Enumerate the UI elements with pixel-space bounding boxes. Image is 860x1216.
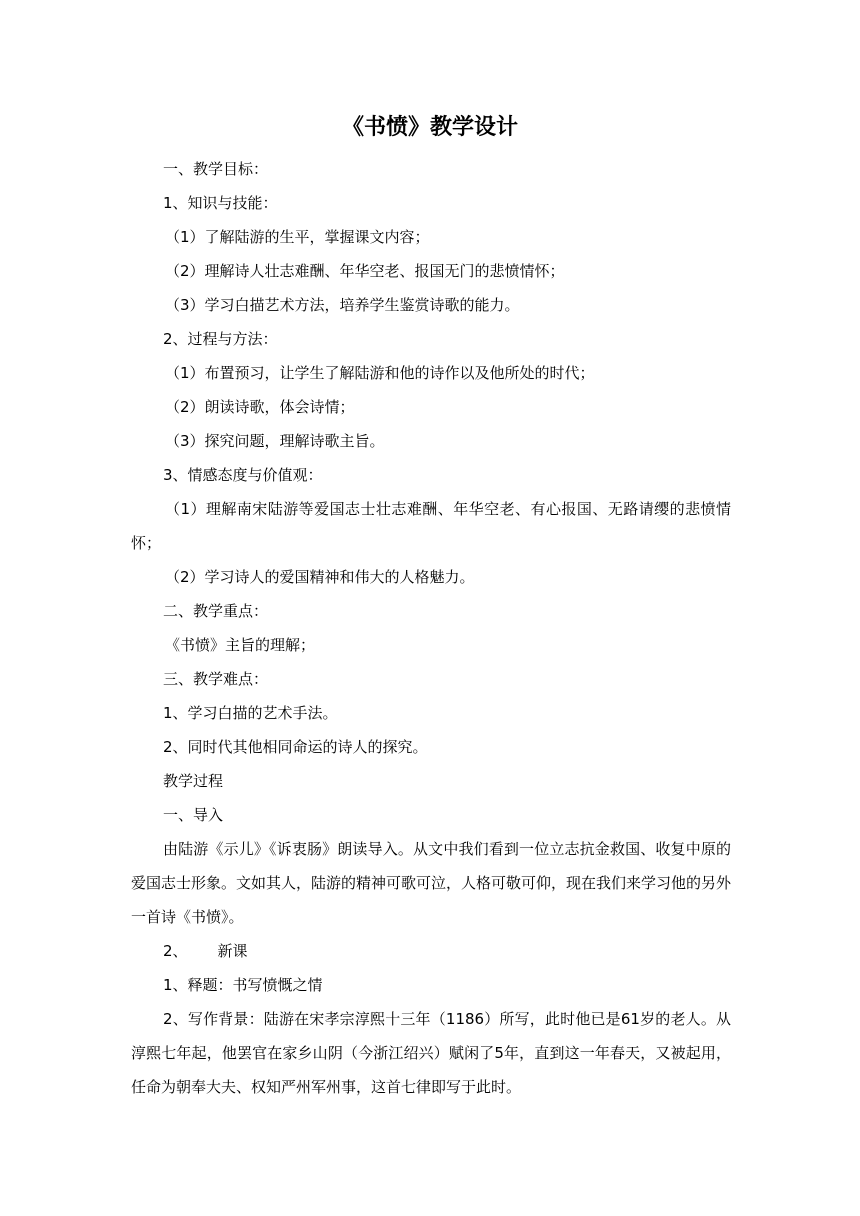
emotion-item-1: （1）理解南宋陆游等爱国志士壮志难酬、年华空老、有心报国、无路请缨的悲愤情怀； xyxy=(131,500,731,552)
introduction-paragraph: 由陆游《示儿》《诉衷肠》朗读导入。从文中我们看到一位立志抗金救国、收复中原的爱国志士形象。文如其人，陆游的精神可歌可泣，人格可敬可仰，现在我们来学习他的另外一首诗《书愤》。 xyxy=(131,840,732,926)
new-lesson-label: 新课 xyxy=(217,942,248,960)
objectives-heading: 一、教学目标： xyxy=(163,160,269,178)
introduction-heading: 一、导入 xyxy=(163,806,224,824)
process-item-1: （1）布置预习，让学生了解陆游和他的诗作以及他所处的时代； xyxy=(165,364,595,382)
process-item-3: （3）探究问题，理解诗歌主旨。 xyxy=(165,432,385,450)
key-point-item: 《书愤》主旨的理解； xyxy=(165,636,316,654)
knowledge-item-2: （2）理解诗人壮志难酬、年华空老、报国无门的悲愤情怀； xyxy=(165,262,565,280)
difficulty-item-1: 1、学习白描的艺术手法。 xyxy=(163,704,338,722)
document-title: 《书愤》教学设计 xyxy=(341,115,518,140)
emotion-values-heading: 3、情感态度与价值观： xyxy=(163,466,323,484)
teaching-procedure-heading: 教学过程 xyxy=(163,772,224,790)
key-points-heading: 二、教学重点： xyxy=(163,602,269,620)
difficulties-heading: 三、教学难点： xyxy=(163,670,269,688)
difficulty-item-2: 2、同时代其他相同命运的诗人的探究。 xyxy=(163,738,428,756)
knowledge-item-1: （1）了解陆游的生平，掌握课文内容； xyxy=(165,228,430,246)
emotion-item-2: （2）学习诗人的爱国精神和伟大的人格魅力。 xyxy=(165,568,475,586)
document-body xyxy=(131,152,731,1104)
knowledge-skills-heading: 1、知识与技能： xyxy=(163,194,278,212)
knowledge-item-3: （3）学习白描艺术方法，培养学生鉴赏诗歌的能力。 xyxy=(165,296,520,314)
new-lesson-heading xyxy=(131,934,731,968)
process-method-heading: 2、过程与方法： xyxy=(163,330,278,348)
new-lesson-number: 2、 xyxy=(163,942,188,960)
process-item-2: （2）朗读诗歌，体会诗情； xyxy=(165,398,355,416)
writing-background-paragraph: 2、写作背景：陆游在宋孝宗淳熙十三年（1186）所写，此时他已是61岁的老人。从淳熙七年起，他罢官在家乡山阴（今浙江绍兴）赋闲了5年，直到这一年春天，又被起用，任命为朝奉大夫、权知严州军州事，这首七律即写于此时。 xyxy=(131,1010,731,1096)
title-explanation: 1、释题：书写愤慨之情 xyxy=(163,976,323,994)
